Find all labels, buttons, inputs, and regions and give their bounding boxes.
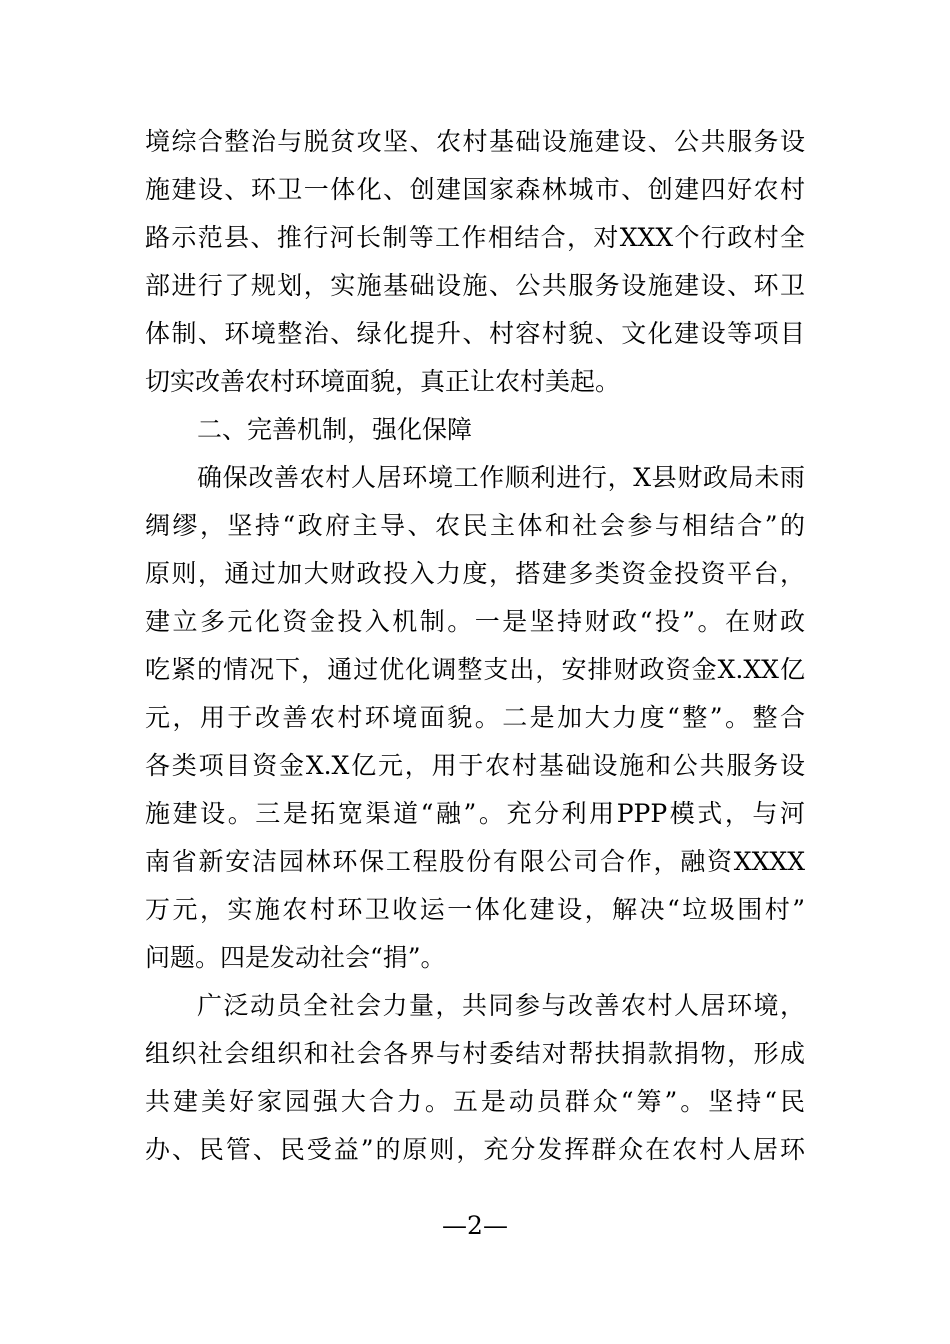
text-line: 原则，通过加大财政投入力度，搭建多类资金投资平台， xyxy=(145,559,805,588)
text-line: 建立多元化资金投入机制。一是坚持财政“投”。在财政 xyxy=(145,607,805,636)
text-line: 绸缪，坚持“政府主导、农民主体和社会参与相结合”的 xyxy=(145,511,805,540)
page-number: —2— xyxy=(442,1211,508,1240)
text-line: 境综合整治与脱贫攻坚、农村基础设施建设、公共服务设 xyxy=(145,127,805,156)
text-line: 万元，实施农村环卫收运一体化建设，解决“垃圾围村” xyxy=(145,895,805,924)
text-line: 共建美好家园强大合力。五是动员群众“筹”。坚持“民 xyxy=(145,1087,805,1116)
text-line: 体制、环境整治、绿化提升、村容村貌、文化建设等项目 xyxy=(145,319,805,348)
text-line: 切实改善农村环境面貌，真正让农村美起。 xyxy=(145,367,621,396)
text-line: 二、完善机制，强化保障 xyxy=(197,415,473,444)
text-line: 确保改善农村人居环境工作顺利进行，X县财政局未雨 xyxy=(197,463,805,492)
text-line: 办、民管、民受益”的原则，充分发挥群众在农村人居环 xyxy=(145,1135,805,1164)
text-line: 施建设、环卫一体化、创建国家森林城市、创建四好农村 xyxy=(145,175,805,204)
text-line: 各类项目资金X.X亿元，用于农村基础设施和公共服务设 xyxy=(145,751,805,780)
body-text xyxy=(145,118,805,1174)
text-line: 施建设。三是拓宽渠道“融”。充分利用PPP模式，与河 xyxy=(145,799,805,828)
text-line: 组织社会组织和社会各界与村委结对帮扶捐款捐物，形成 xyxy=(145,1039,805,1068)
text-line: 吃紧的情况下，通过优化调整支出，安排财政资金X.XX亿 xyxy=(145,655,805,684)
text-line: 问题。四是发动社会“捐”。 xyxy=(145,943,446,972)
text-line: 路示范县、推行河长制等工作相结合，对XXX个行政村全 xyxy=(145,223,805,252)
text-line: 元，用于改善农村环境面貌。二是加大力度“整”。整合 xyxy=(145,703,805,732)
text-line: 南省新安洁园林环保工程股份有限公司合作，融资XXXX xyxy=(145,847,805,876)
text-line: 部进行了规划，实施基础设施、公共服务设施建设、环卫 xyxy=(145,271,805,300)
text-line: 广泛动员全社会力量，共同参与改善农村人居环境， xyxy=(197,991,805,1020)
